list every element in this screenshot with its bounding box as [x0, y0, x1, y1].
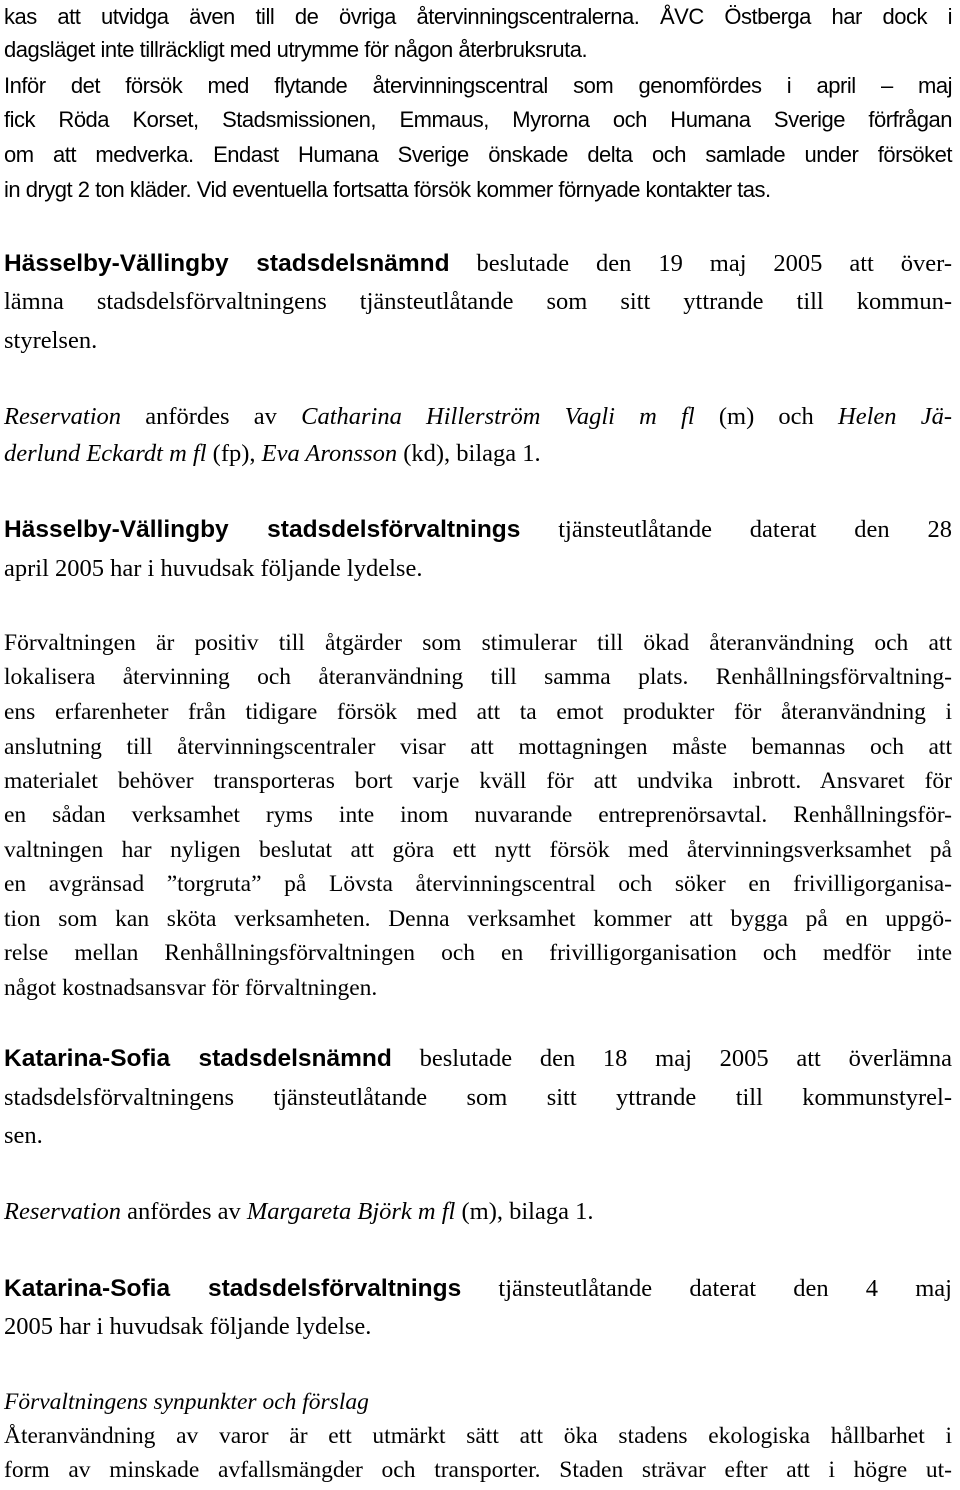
text-line: Katarina-Sofia stadsdelsförvaltnings tjänsteutlåtande daterat den 4 maj [4, 1275, 952, 1302]
text-line: fick Röda Korset, Stadsmissionen, Emmaus, Myrorna och Humana Sverige förfrågan [4, 107, 952, 132]
committee-name: Katarina-Sofia stadsdelsnämnd [4, 1045, 392, 1072]
text-line: Hässelby-Vällingby stadsdelsnämnd beslutade den 19 maj 2005 att över- [4, 250, 952, 277]
text-line: in drygt 2 ton kläder. Vid eventuella fortsatta försök kommer förnyade kontakter tas. [4, 177, 771, 202]
text-line: derlund Eckardt m fl (fp), Eva Aronsson (kd), bilaga 1. [4, 440, 541, 467]
text-line: 2005 har i huvudsak följande lydelse. [4, 1313, 372, 1340]
administration-name: Hässelby-Vällingby stadsdelsförvaltnings [4, 516, 521, 543]
text-line: styrelsen. [4, 327, 98, 354]
text-line: tion som kan sköta verksamheten. Denna verksamhet kommer att bygga på en uppgö- [4, 906, 952, 932]
text-line: valtningen har nyligen beslutat att göra ett nytt försök med återvinningsverksamhet på [4, 837, 952, 863]
text-line: ens erfarenheter från tidigare försök med att ta emot produkter för återanvändning i [4, 699, 952, 725]
text-line: anslutning till återvinningscentraler visar att mottagningen måste bemannas och att [4, 734, 952, 760]
text-line: Reservation anfördes av Margareta Björk m fl (m), bilaga 1. [4, 1198, 594, 1225]
text-line: materialet behöver transporteras bort varje kväll för att undvika inbrott. Ansvaret för [4, 768, 952, 794]
text-line: stadsdelsförvaltningens tjänsteutlåtande som sitt yttrande till kommunstyrel- [4, 1084, 952, 1111]
text-line: dagsläget inte tillräckligt med utrymme för någon återbruksruta. [4, 37, 588, 62]
text-line: Återanvändning av varor är ett utmärkt sätt att öka stadens ekologiska hållbarhet i [4, 1423, 952, 1449]
section-heading: Förvaltningens synpunkter och förslag [4, 1389, 369, 1415]
text-line: lokalisera återvinning och återanvändning till samma plats. Renhållningsförvaltning- [4, 664, 952, 690]
administration-name: Katarina-Sofia stadsdelsförvaltnings [4, 1275, 462, 1302]
text-line: en avgränsad ”torgruta” på Lövsta återvinningscentral och söker en frivilligorganisa- [4, 871, 952, 897]
text-line: Reservation anfördes av Catharina Hillerström Vagli m fl (m) och Helen Jä- [4, 403, 952, 430]
text-line: april 2005 har i huvudsak följande lydelse. [4, 555, 423, 582]
text-line: kas att utvidga även till de övriga återvinningscentralerna. ÅVC Östberga har dock i [4, 4, 952, 29]
text-line: sen. [4, 1122, 43, 1149]
text-line: Hässelby-Vällingby stadsdelsförvaltnings tjänsteutlåtande daterat den 28 [4, 516, 952, 543]
committee-name: Hässelby-Vällingby stadsdelsnämnd [4, 250, 450, 277]
text-line: något kostnadsansvar för förvaltningen. [4, 975, 378, 1001]
text-line: Inför det försök med flytande återvinningscentral som genomfördes i april – maj [4, 73, 952, 98]
text-line: Katarina-Sofia stadsdelsnämnd beslutade den 18 maj 2005 att överlämna [4, 1045, 952, 1072]
text-line: om att medverka. Endast Humana Sverige önskade delta och samlade under försöket [4, 142, 952, 167]
text-line: en sådan verksamhet ryms inte inom nuvarande entreprenörsavtal. Renhållningsför- [4, 802, 952, 828]
text-line: Förvaltningen är positiv till åtgärder som stimulerar till ökad återanvändning och att [4, 630, 952, 656]
text-line: relse mellan Renhållningsförvaltningen och en frivilligorganisation och medför inte [4, 940, 952, 966]
text-line: lämna stadsdelsförvaltningens tjänsteutlåtande som sitt yttrande till kommun- [4, 288, 952, 315]
text-line: form av minskade avfallsmängder och transporter. Staden strävar efter att i högre ut- [4, 1457, 952, 1483]
